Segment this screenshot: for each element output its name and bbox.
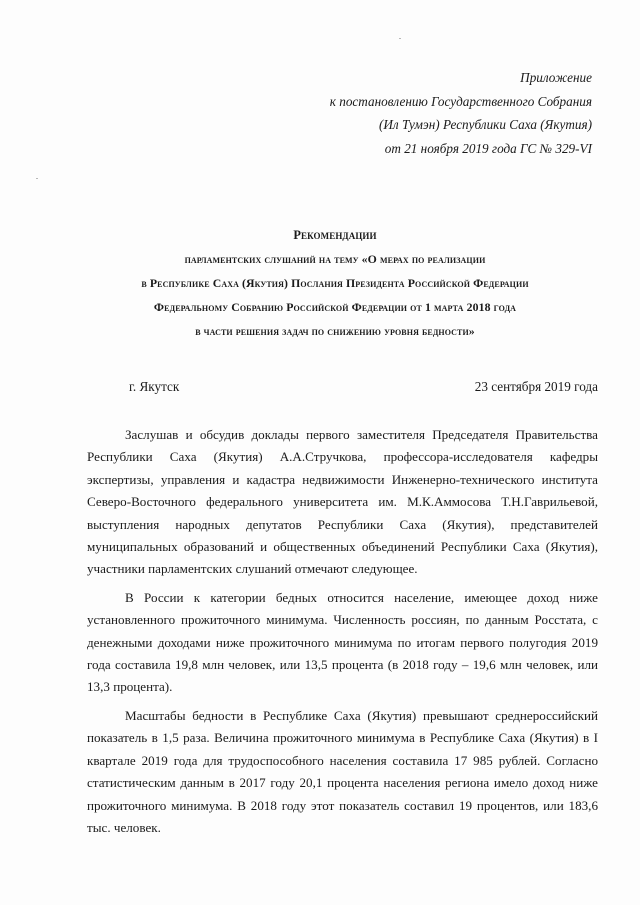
paragraph: Заслушав и обсудив доклады первого заместителя Председателя Правительства Республики Саха (Якутия) А.А.Стручкова, профессора-исследователя кафедры экспертизы, управления и кадастра недвижимости Инженерно-технического института Северо-Восточного федерального университета им. М.К.Аммосова Т.Н.Гаврильевой, выступления народных депутатов Республики Саха (Якутия), представителей муниципальных образований и общественных объединений Республики Саха (Якутия), участники парламентских слушаний отмечают следующее. xyxy=(87,427,598,577)
appendix-header xyxy=(330,66,592,160)
paragraph: В России к категории бедных относится население, имеющее доход ниже установленного прожиточного минимума. Численность россиян, по данным Росстата, с денежными доходами ниже прожиточного минимума по итогам первого полугодия 2019 года составила 19,8 млн человек, или 13,5 процента (в 2018 году – 19,6 млн человек, или 13,3 процента). xyxy=(87,589,598,695)
title-line: в Республике Саха (Якутия) Послания Президента Российской Федерации xyxy=(141,276,529,290)
scan-speck xyxy=(36,178,38,179)
place-date-row xyxy=(129,379,598,395)
date: 23 сентября 2019 года xyxy=(474,379,598,394)
title-line: Федеральному Собранию Российской Федерации от 1 марта 2018 года xyxy=(153,300,517,314)
appendix-assembly: (Ил Тумэн) Республики Саха (Якутия) xyxy=(378,117,592,132)
paragraph: Масштабы бедности в Республике Саха (Якутия) превышают среднероссийский показатель в 1,5 раза. Величина прожиточного минимума в Республике Саха (Якутия) в I квартале 2019 года для трудоспособного населения составила 17 985 рублей. Согласно статистическим данным в 2017 году 20,1 процента населения региона имело доход ниже прожиточного минимума. В 2018 году этот показатель составил 19 процентов, или 183,6 тыс. человек. xyxy=(87,707,598,835)
appendix-label: Приложение xyxy=(520,70,592,85)
title-main: Рекомендации xyxy=(293,228,377,242)
title-line: в части решения задач по снижению уровня бедности» xyxy=(195,324,475,338)
appendix-resolution: к постановлению Государственного Собрания xyxy=(329,93,592,109)
title-line: парламентских слушаний на тему «О мерах по реализации xyxy=(184,252,486,266)
scan-speck xyxy=(399,38,401,39)
document-title xyxy=(60,223,610,343)
body-text xyxy=(87,424,598,845)
appendix-date-number: от 21 ноября 2019 года ГС № 329-VI xyxy=(384,140,592,156)
place: г. Якутск xyxy=(129,379,180,394)
